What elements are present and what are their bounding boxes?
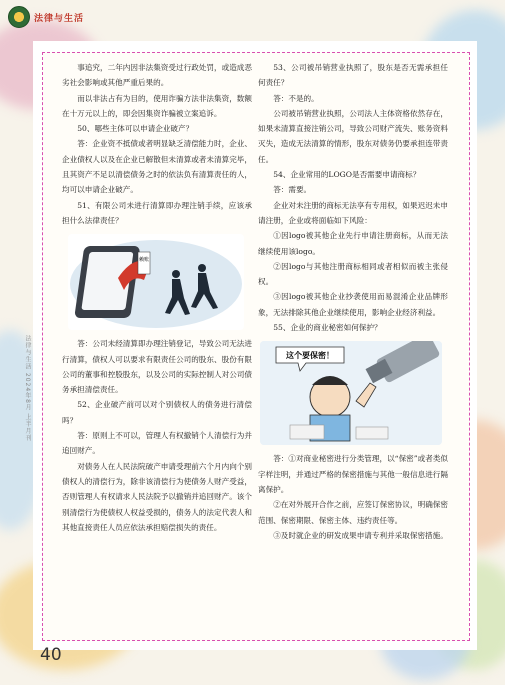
question-text: 51、有限公司未进行清算即办理注销手续，应该承担什么法律责任？ [62, 200, 252, 225]
paragraph-text: 对债务人在人民法院破产申请受理前六个月内向个别债权人的清偿行为，除非该清偿行为使债务人财产受益，否则管理人有权请求人民法院予以撤销并追回财产。该个别清偿行为使债权人权益受损的，债务人的法定代表人和其他直接责任人员应依法承担赔偿损失的责任。 [62, 461, 252, 532]
right-column [258, 60, 448, 543]
sign-text: 赖账 [138, 257, 150, 264]
magazine-logo [8, 6, 84, 28]
paragraph-text: 而以非法占有为目的，使用诈骗方法非法集资，数额在十万元以上的，即会因集资诈骗被立案追诉。 [62, 93, 252, 118]
illustration-secret-camera [260, 341, 442, 445]
question-text: 53、公司被吊销营业执照了，股东是否无需承担任何责任？ [258, 63, 448, 88]
paragraph-text: 答：公司未经清算即办理注销登记，导致公司无法进行清算，债权人可以要求有限责任公司的股东、股份有限公司的董事和控股股东，以及公司的实际控制人对公司债务承担清偿责任。 [62, 339, 252, 395]
page-number: 40 [40, 645, 62, 665]
paragraph-text: 答：①对商业秘密进行分类管理，以“保密”或者类似字样注明，并通过严格的保密措施与其他一般信息进行隔离保护。 [258, 454, 449, 494]
paragraph-text: ③及时就企业的研发成果申请专利并采取保密措施。 [273, 530, 448, 540]
left-column [62, 60, 252, 535]
paragraph-text: ②因logo与其他注册商标相同或者相似而被主张侵权。 [258, 261, 448, 287]
seal-icon [8, 6, 30, 28]
paragraph-text: 企业对未注册的商标无法享有专用权，如果迟迟未申请注册，企业或将面临如下风险： [258, 200, 448, 225]
speech-bubble-text: 这个要保密！ [286, 351, 334, 361]
paragraph-text: 答：需要。 [273, 185, 312, 195]
question-text: 50、哪些主体可以申请企业破产？ [77, 124, 194, 134]
question-text: 55、企业的商业秘密如何保护？ [273, 323, 382, 333]
paragraph-text: 事追究，二年内因非法集资受过行政处罚，或造成恶劣社会影响或其他严重后果的。 [62, 63, 252, 88]
paragraph-text: 答：不是的。 [273, 93, 319, 103]
logo-text: 法律与生活 [34, 13, 85, 24]
side-issue-note: 法律与生活 2024年8月 上半月刊 [24, 335, 31, 442]
paragraph-text: 答：企业资不抵债或者明显缺乏清偿能力时，企业、企业债权人以及在企业已解散但未清算或者未清算完毕，且其资产不足以清偿债务之时的依法负有清算责任的人，均可以申请企业破产。 [62, 139, 252, 195]
paragraph-text: 答：原则上不可以，管理人有权撤销个人清偿行为并追回财产。 [62, 431, 252, 456]
paragraph-text: ②在对外展开合作之前，应签订保密协议，明确保密范围、保密期限、保密主体、违约责任等。 [258, 500, 448, 525]
paragraph-text: ①因logo被其他企业先行申请注册商标，从而无法继续使用该logo。 [258, 231, 448, 256]
question-text: 52、企业破产前可以对个别债权人的债务进行清偿吗？ [62, 400, 252, 425]
paragraph-text: ③因logo被其他企业抄袭使用而易混淆企业品牌形象，无法排除其他企业继续使用，影响企业经济利益。 [258, 292, 448, 317]
question-text: 54、企业常用的LOGO是否需要申请商标？ [273, 170, 421, 180]
paragraph-text: 公司被吊销营业执照，公司法人主体资格依然存在，如果未清算直接注销公司，导致公司财产流失、账务资料灭失，造成无法清算的情形，股东对债务仍要承担连带责任。 [258, 108, 448, 164]
illustration-debt-chase [68, 234, 244, 330]
